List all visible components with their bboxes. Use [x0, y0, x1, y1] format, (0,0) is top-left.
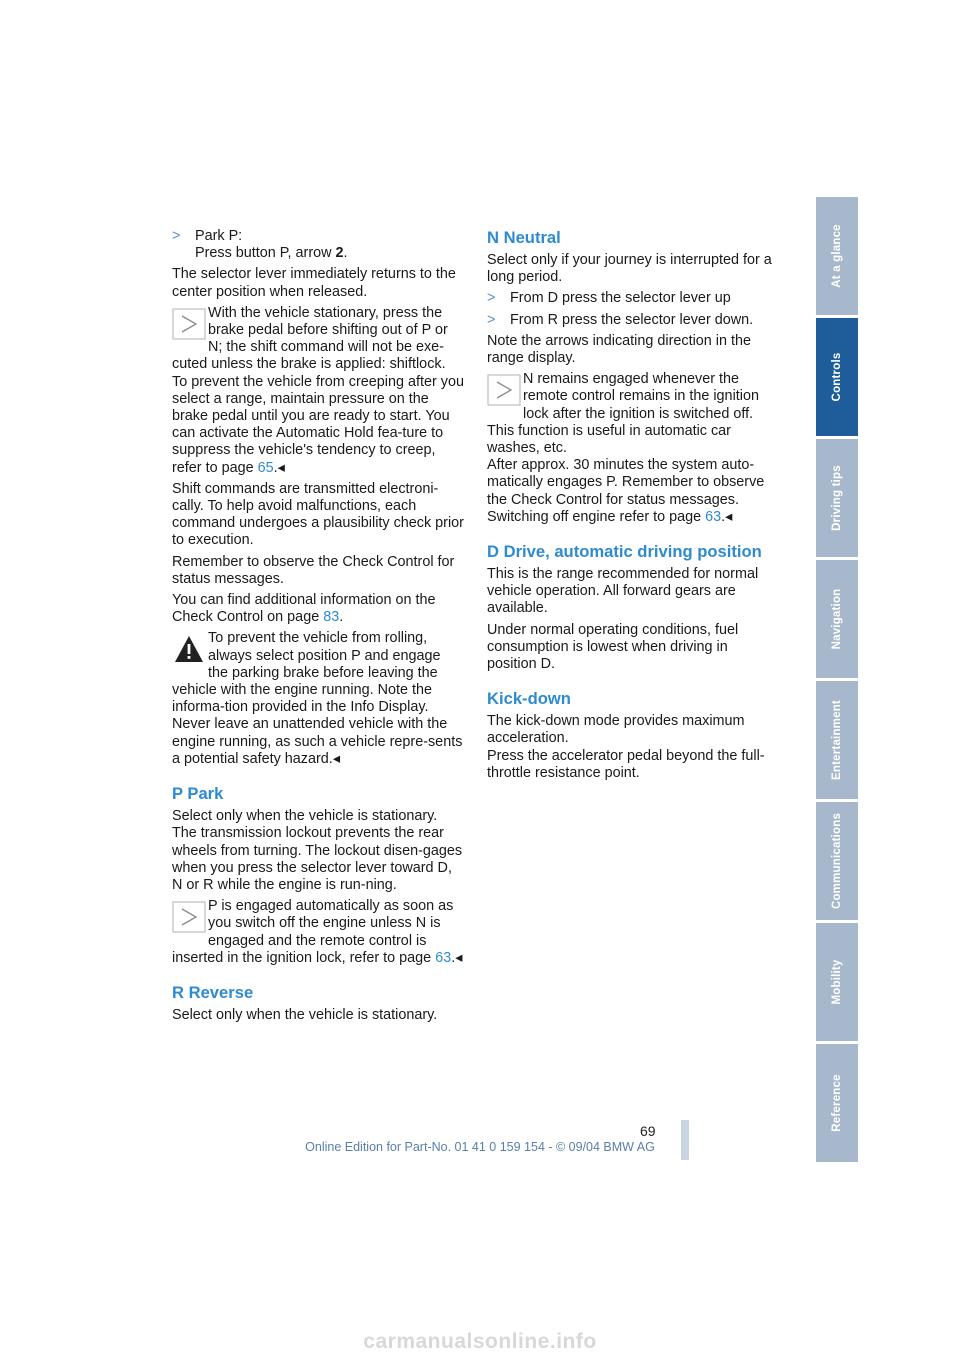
tab-label: At a glance — [831, 224, 843, 288]
page-link-63[interactable]: 63 — [435, 949, 452, 966]
tab-label: Entertainment — [831, 700, 843, 780]
note-shiftlock — [172, 305, 464, 477]
heading-d-drive: D Drive, automatic driving position — [487, 542, 762, 562]
paragraph-selector-return: The selector lever immediately returns to the center position when released. — [172, 266, 456, 300]
bullet-from-d-text: From D press the selector lever up — [510, 290, 731, 307]
watermark: carmanualsonline.info — [363, 1330, 597, 1353]
page-link-65[interactable]: 65 — [257, 459, 274, 476]
paragraph-drive-2: Under normal operating conditions, fuel consumption is lowest when driving in position D. — [487, 621, 739, 673]
bullet-from-r — [487, 312, 779, 329]
paragraph-drive-1: This is the range recommended for normal vehicle operation. All forward gears are available. — [487, 566, 759, 617]
paragraph-neutral: Select only if your journey is interrupted for a long period. — [487, 252, 772, 286]
right-column — [487, 228, 779, 786]
bullet-park-line2-prefix: Press button P, arrow — [195, 245, 336, 262]
note-neutral-text2: After approx. 30 minutes the system auto-matically engages P. Remember to observe the Check Control for status messages. Switching off engine refer to page — [487, 457, 765, 525]
tab-navigation[interactable] — [816, 560, 858, 678]
paragraph-shift-commands: Shift commands are transmitted electroni-cally. To help avoid malfunctions, each command undergoes a plausibility check prior to execution. — [172, 480, 464, 549]
tab-label: Communications — [831, 812, 843, 910]
end-mark: .◂ — [273, 459, 285, 476]
heading-p-park: P Park — [172, 784, 224, 804]
paragraph-check-control: Remember to observe the Check Control for status messages. — [172, 553, 455, 587]
heading-r-reverse: R Reverse — [172, 982, 254, 1002]
chapter-sidebar — [816, 197, 858, 1165]
tab-at-a-glance[interactable] — [816, 197, 858, 315]
paragraph-kick-down-1: The kick-down mode provides maximum acceleration. — [487, 713, 745, 747]
tab-label: Driving tips — [831, 465, 843, 531]
end-mark: .◂ — [721, 508, 733, 525]
bullet-from-d — [487, 290, 779, 307]
tab-label: Controls — [831, 352, 843, 402]
warning-rolling — [172, 630, 464, 768]
page-link-63[interactable]: 63 — [705, 508, 722, 525]
tab-driving-tips[interactable] — [816, 439, 858, 557]
page-number: 69 — [640, 1123, 656, 1139]
warning-text2: Never leave an unattended vehicle with the engine running, as such a vehicle repre-sents a potential safety hazard. — [172, 716, 463, 767]
bullet-park — [172, 228, 464, 262]
tab-label: Navigation — [831, 588, 843, 650]
footer-edition: Online Edition for Part-No. 01 41 0 159 154 - © 09/04 BMW AG — [305, 1140, 655, 1154]
additional-info-end: . — [339, 609, 344, 626]
page-link-83[interactable]: 83 — [323, 609, 340, 626]
left-column — [172, 228, 464, 1028]
bullet-park-line1: Park P: — [195, 228, 243, 244]
note-auto-park — [172, 898, 464, 967]
paragraph-park: Select only when the vehicle is stationary. The transmission lockout prevents the rear wheels from turning. The lockout disen-gages when you press the selector lever toward D, N or R while the engine is run-ning. — [172, 808, 463, 893]
bullet-marker: > — [487, 311, 496, 328]
tab-communications[interactable] — [816, 802, 858, 920]
note-shiftlock-text: With the vehicle stationary, press the brake pedal before shifting out of P or N; the shift command will not be exe-cuted unless the brake is applied: shiftlock. To prevent the vehicle from creeping after you select a range, maintain pressure on the brake pedal until you are ready to start. You can activate the Automatic Hold fea-ture to suppress the vehicle's tendency to creep, refer to page — [172, 304, 464, 476]
tab-label: Reference — [831, 1074, 843, 1132]
bullet-from-r-text: From R press the selector lever down. — [510, 311, 754, 328]
bullet-park-line2 — [195, 245, 464, 262]
warning-triangle-icon — [172, 633, 206, 665]
tab-label: Mobility — [831, 959, 843, 1005]
heading-kick-down: Kick-down — [487, 689, 571, 709]
note-neutral-text: N remains engaged whenever the remote control remains in the ignition lock after the ignition is switched off. This function is useful in automatic car washes, etc. — [487, 371, 759, 457]
paragraph-reverse: Select only when the vehicle is stationary. — [172, 1006, 438, 1023]
note-arrow-icon — [172, 308, 206, 340]
paragraph-kick-down-2: Press the accelerator pedal beyond the full-throttle resistance point. — [487, 747, 765, 781]
paragraph-arrows: Note the arrows indicating direction in the range display. — [487, 332, 751, 367]
arrow-number: 2 — [335, 245, 344, 262]
heading-n-neutral: N Neutral — [487, 228, 561, 247]
note-arrow-icon — [487, 374, 521, 406]
bullet-park-line2-suffix: . — [343, 245, 348, 262]
tab-controls[interactable] — [816, 318, 858, 436]
warning-text: To prevent the vehicle from rolling, always select position P and engage the parking brake before leaving the vehicle with the engine running. Note the informa-tion provided in the Info Display. — [172, 630, 441, 716]
note-auto-park-text: P is engaged automatically as soon as you switch off the engine unless N is engaged and the remote control is inserted in the ignition lock, refer to page — [172, 898, 454, 966]
end-mark: ◂ — [332, 750, 341, 767]
bullet-marker: > — [172, 228, 181, 244]
note-neutral-engaged — [487, 371, 779, 526]
end-mark: .◂ — [451, 949, 463, 966]
tab-entertainment[interactable] — [816, 681, 858, 799]
additional-info-text: You can find additional information on the Check Control on page — [172, 592, 436, 626]
tab-mobility[interactable] — [816, 923, 858, 1041]
bullet-marker: > — [487, 290, 496, 307]
paragraph-additional-info — [172, 592, 464, 626]
note-arrow-icon — [172, 901, 206, 933]
